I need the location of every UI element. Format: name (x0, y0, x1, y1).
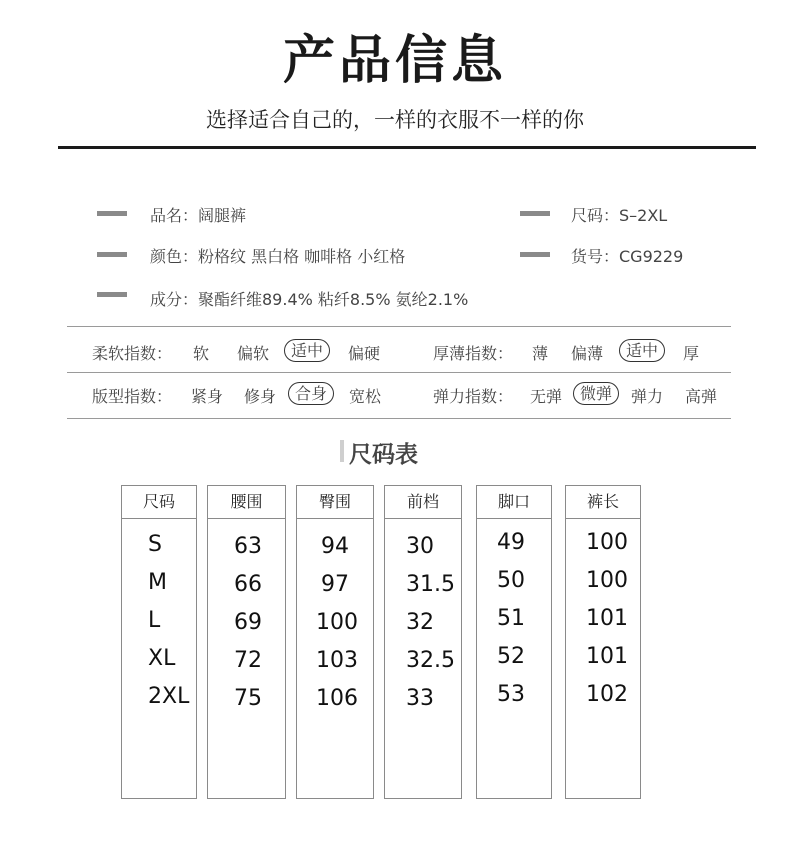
table-cell: 69 (234, 610, 262, 635)
table-cell: 2XL (148, 684, 190, 709)
info-color: 颜色：粉格纹 黑白格 咖啡格 小红格 (150, 247, 406, 266)
table-cell: 106 (316, 686, 358, 711)
thickness-option: 厚 (683, 344, 700, 363)
selected-circle: 适中 (619, 339, 665, 362)
length-column (565, 485, 641, 799)
bullet-dash-icon (520, 211, 550, 216)
table-cell: 53 (497, 682, 525, 707)
fit-option-selected (288, 381, 334, 404)
softness-label: 柔软指数： (92, 344, 173, 363)
thickness-option-selected (619, 338, 665, 361)
elasticity-label: 弹力指数： (433, 387, 514, 406)
table-cell: L (148, 608, 161, 633)
column-header: 腰围 (208, 486, 285, 519)
size-column (121, 485, 197, 799)
bullet-dash-icon (97, 252, 127, 257)
table-cell: 100 (586, 568, 628, 593)
table-cell: 72 (234, 648, 262, 673)
table-cell: 101 (586, 644, 628, 669)
table-cell: 103 (316, 648, 358, 673)
softness-option-selected (284, 338, 330, 361)
softness-option: 软 (193, 344, 210, 363)
info-name: 品名：阔腿裤 (150, 206, 247, 225)
selected-circle: 微弹 (573, 382, 619, 405)
size-table-title: 尺码表 (349, 442, 418, 468)
softness-option: 偏软 (237, 344, 270, 363)
front-rise-column (384, 485, 462, 799)
table-cell: 94 (321, 534, 349, 559)
table-cell: 100 (586, 530, 628, 555)
table-cell: 101 (586, 606, 628, 631)
page-subtitle: 选择适合自己的，一样的衣服不一样的你 (206, 108, 584, 132)
table-cell: 100 (316, 610, 358, 635)
elasticity-option: 高弹 (685, 387, 718, 406)
thickness-label: 厚薄指数： (433, 344, 514, 363)
index-divider-bottom (67, 418, 731, 419)
fit-option: 紧身 (191, 387, 224, 406)
index-divider-top (67, 326, 731, 327)
table-cell: 75 (234, 686, 262, 711)
table-cell: 49 (497, 530, 525, 555)
info-item-no: 货号：CG9229 (571, 247, 684, 266)
info-material: 成分：聚酯纤维89.4% 粘纤8.5% 氨纶2.1% (150, 290, 469, 309)
table-cell: 51 (497, 606, 525, 631)
table-cell: 30 (406, 534, 434, 559)
hem-column (476, 485, 552, 799)
table-cell: M (148, 570, 167, 595)
elasticity-option: 无弹 (530, 387, 563, 406)
table-cell: 66 (234, 572, 262, 597)
size-table-title-bar (340, 440, 344, 462)
header-divider (58, 146, 756, 149)
table-cell: 32 (406, 610, 434, 635)
column-header: 脚口 (477, 486, 551, 519)
selected-circle: 合身 (288, 382, 334, 405)
waist-column (207, 485, 286, 799)
table-cell: 52 (497, 644, 525, 669)
table-cell: 31.5 (406, 572, 455, 597)
column-header: 裤长 (566, 486, 640, 519)
fit-option: 宽松 (349, 387, 382, 406)
bullet-dash-icon (97, 292, 127, 297)
bullet-dash-icon (97, 211, 127, 216)
selected-circle: 适中 (284, 339, 330, 362)
table-cell: 32.5 (406, 648, 455, 673)
info-size: 尺码：S–2XL (571, 206, 668, 225)
table-cell: XL (148, 646, 176, 671)
hip-column (296, 485, 374, 799)
elasticity-option: 弹力 (631, 387, 664, 406)
bullet-dash-icon (520, 252, 550, 257)
fit-label: 版型指数： (92, 387, 173, 406)
elasticity-option-selected (573, 381, 619, 404)
softness-option: 偏硬 (348, 344, 381, 363)
index-divider-middle (67, 372, 731, 373)
column-header: 臀围 (297, 486, 373, 519)
fit-option: 修身 (244, 387, 277, 406)
table-cell: S (148, 532, 162, 557)
table-cell: 50 (497, 568, 525, 593)
page-title: 产品信息 (282, 31, 507, 91)
table-cell: 102 (586, 682, 628, 707)
table-cell: 97 (321, 572, 349, 597)
table-cell: 63 (234, 534, 262, 559)
thickness-option: 薄 (532, 344, 549, 363)
table-cell: 33 (406, 686, 434, 711)
column-header: 尺码 (122, 486, 196, 519)
thickness-option: 偏薄 (571, 344, 604, 363)
column-header: 前档 (385, 486, 461, 519)
